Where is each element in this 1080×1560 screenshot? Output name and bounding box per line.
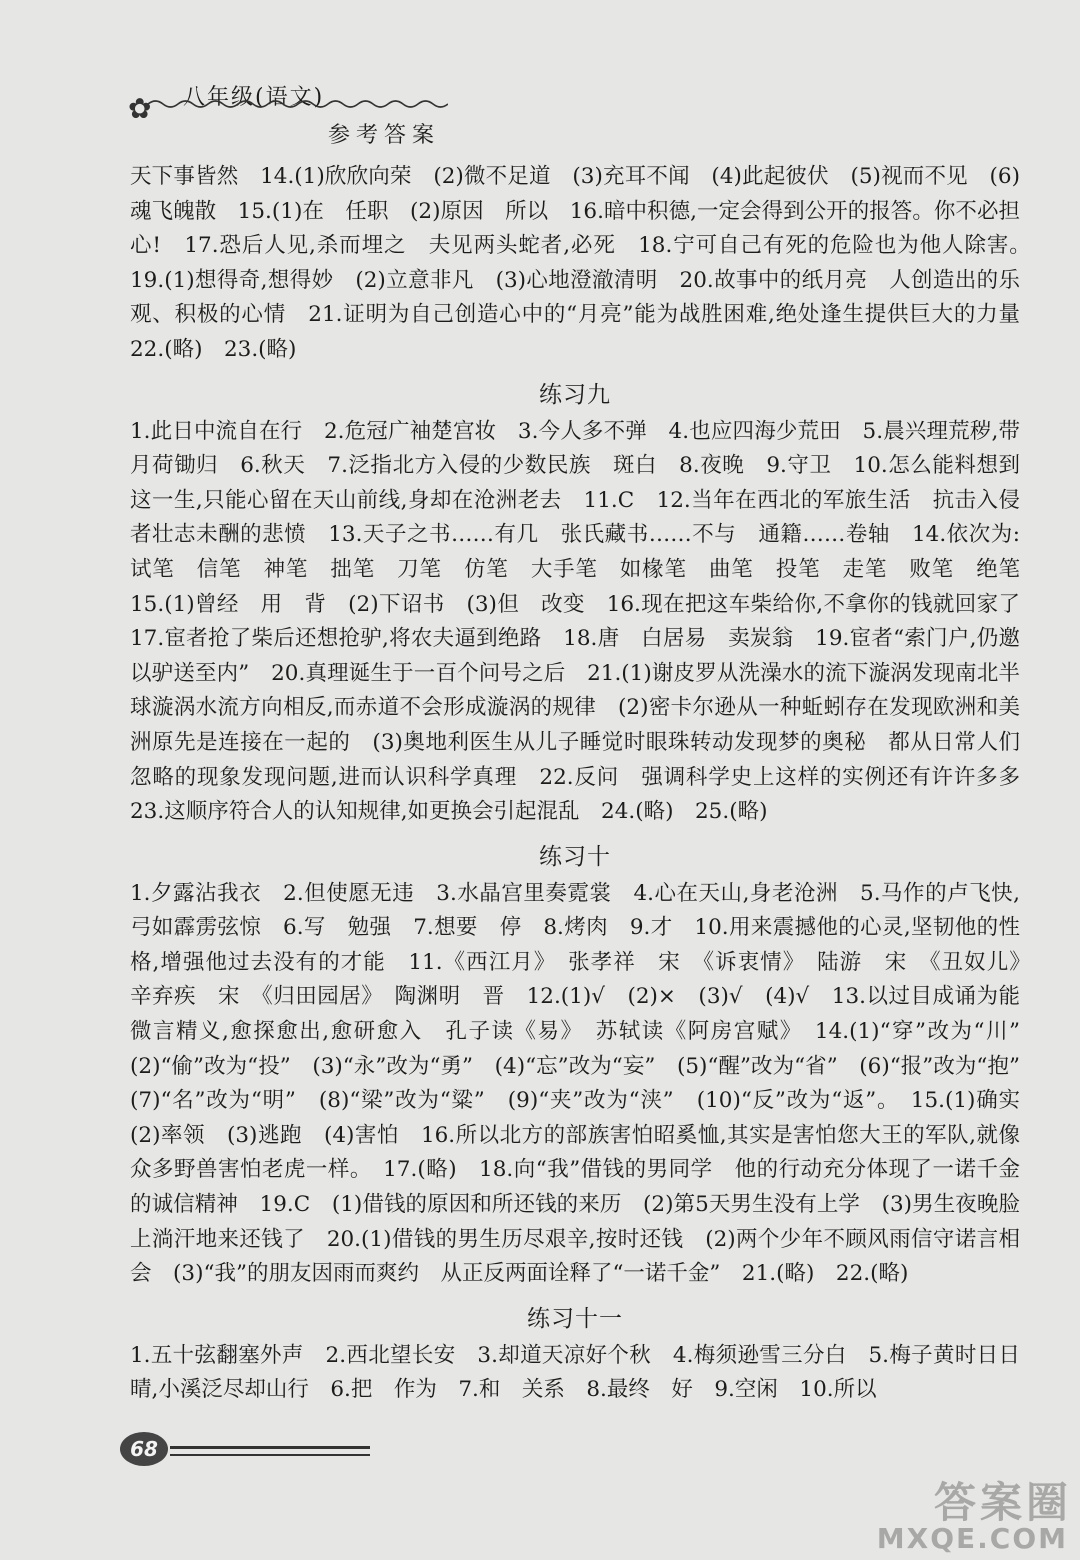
footer-rule xyxy=(170,1446,370,1449)
section-heading: 练习十一 xyxy=(527,1305,623,1332)
section-heading: 练习九 xyxy=(539,381,611,408)
answer-content xyxy=(130,160,1042,1408)
answer-paragraph: 天下事皆然 14.(1)欣欣向荣 (2)微不足道 (3)充耳不闻 (4)此起彼伏 (5)视而不见 (6)魂飞魄散 15.(1)在 任职 (2)原因 所以 16.暗中积德,一定会得到公开的报答。你不必担心! 17.恐后人见,杀而埋之 夫见两头蛇者,必死 18.宁可自己有死的危险也为他人除害。 19.(1)想得奇,想得妙 (2)立意非凡 (3)心地澄澈清明 20.故事中的纸月亮 人创造出的乐观、积极的心情 21.证明为自己创造心中的“月亮”能为战胜困难,绝处逢生提供巨大的力量 22.(略) 23.(略) xyxy=(130,164,1042,362)
grade-label: 八年级(语文) xyxy=(183,85,325,110)
page-subtitle: 参考答案 xyxy=(328,123,441,148)
wavy-rule xyxy=(148,98,448,110)
answer-paragraph: 1.五十弦翻塞外声 2.西北望长安 3.却道天凉好个秋 4.梅须逊雪三分白 5.梅子黄时日日晴,小溪泛尽却山行 6.把 作为 7.和 关系 8.最终 好 9.空闲 10.所以 xyxy=(130,1342,1020,1403)
answer-paragraph: 1.此日中流自在行 2.危冠广袖楚宫妆 3.今人多不弹 4.也应四海少荒田 5.晨兴理荒秽,带月荷锄归 6.秋天 7.泛指北方入侵的少数民族 斑白 8.夜晚 9.守卫 10.怎么能料想到这一生,只能心留在天山前线,身却在沧洲老去 11.C 12.当年在西北的军旅生活 抗击入侵者壮志未酬的悲愤 13.天子之书……有几 张氏藏书……不与 通籍……卷轴 14.依次为:试笔 信笔 神笔 拙笔 刀笔 仿笔 大手笔 如椽笔 曲笔 投笔 走笔 败笔 绝笔 15.(1)曾经 用 背 (2)下诏书 (3)但 改变 16.现在把这车柴给你,不拿你的钱就回家了 17.宦者抢了柴后还想抢驴,将农夫逼到绝路 18.唐 白居易 卖炭翁 19.宦者“索门户,仍邀以驴送至内” 20.真理诞生于一百个问号之后 21.(1)谢皮罗从洗澡水的流下漩涡发现南北半球漩涡水流方向相反,而赤道不会形成漩涡的规律 (2)密卡尔逊从一种蚯蚓存在发现欧洲和美洲原先是连接在一起的 (3)奥地利医生从儿子睡觉时眼珠转动发现梦的奥秘 都从日常人们忽略的现象发现问题,进而认识科学真理 22.反问 强调科学史上这样的实例还有许许多多 23.这顺序符合人的认知规律,如更换会引起混乱 24.(略) 25.(略) xyxy=(130,418,1042,825)
watermark xyxy=(760,1470,1080,1560)
page-footer xyxy=(120,1432,380,1472)
page-number: 68 xyxy=(120,1432,168,1466)
answer-paragraph: 1.夕露沾我衣 2.但使愿无违 3.水晶宫里奏霓裳 4.心在天山,身老沧洲 5.马作的卢飞快,弓如霹雳弦惊 6.写 勉强 7.想要 停 8.烤肉 9.才 10.用来震撼他的心灵,坚韧他的性格,增强他过去没有的才能 11.《西江月》 张孝祥 宋 《诉衷情》 陆游 宋 《丑奴儿》 辛弃疾 宋 《归田园居》 陶渊明 晋 12.(1)√ (2)× (3)√ (4)√ 13.以过目成诵为能 微言精义,愈探愈出,愈研愈入 孔子读《易》 苏轼读《阿房宫赋》 14.(1)“穿”改为“川” (2)“偷”改为“投” (3)“永”改为“勇” (4)“忘”改为“妄” (5)“醒”改为“省” (6)“报”改为“抱” (7)“名”改为“明” (8)“梁”改为“粱” (9)“夹”改为“浃” (10)“反”改为“返”。 15.(1)确实 (2)率领 (3)逃跑 (4)害怕 16.所以北方的部族害怕昭奚恤,其实是害怕您大王的军队,就像众多野兽害怕老虎一样。 17.(略) 18.向“我”借钱的男同学 他的行动充分体现了一诺千金的诚信精神 19.C (1)借钱的原因和所还钱的来历 (2)第5天男生没有上学 (3)男生夜晚脸上淌汗地来还钱了 20.(1)借钱的男生历尽艰辛,按时还钱 (2)两个少年不顾风雨信守诺言相会 (3)“我”的朋友因雨而爽约 从正反两面诠释了“一诺千金” 21.(略) 22.(略) xyxy=(130,880,1042,1287)
watermark-url: MXQE.COM xyxy=(876,1522,1068,1555)
watermark-title: 答案圈 xyxy=(933,1478,1072,1527)
footer-rule xyxy=(170,1454,370,1456)
flower-ornament-icon: ✿ xyxy=(128,92,152,125)
section-heading: 练习十 xyxy=(539,843,611,870)
page-header xyxy=(128,78,1028,148)
